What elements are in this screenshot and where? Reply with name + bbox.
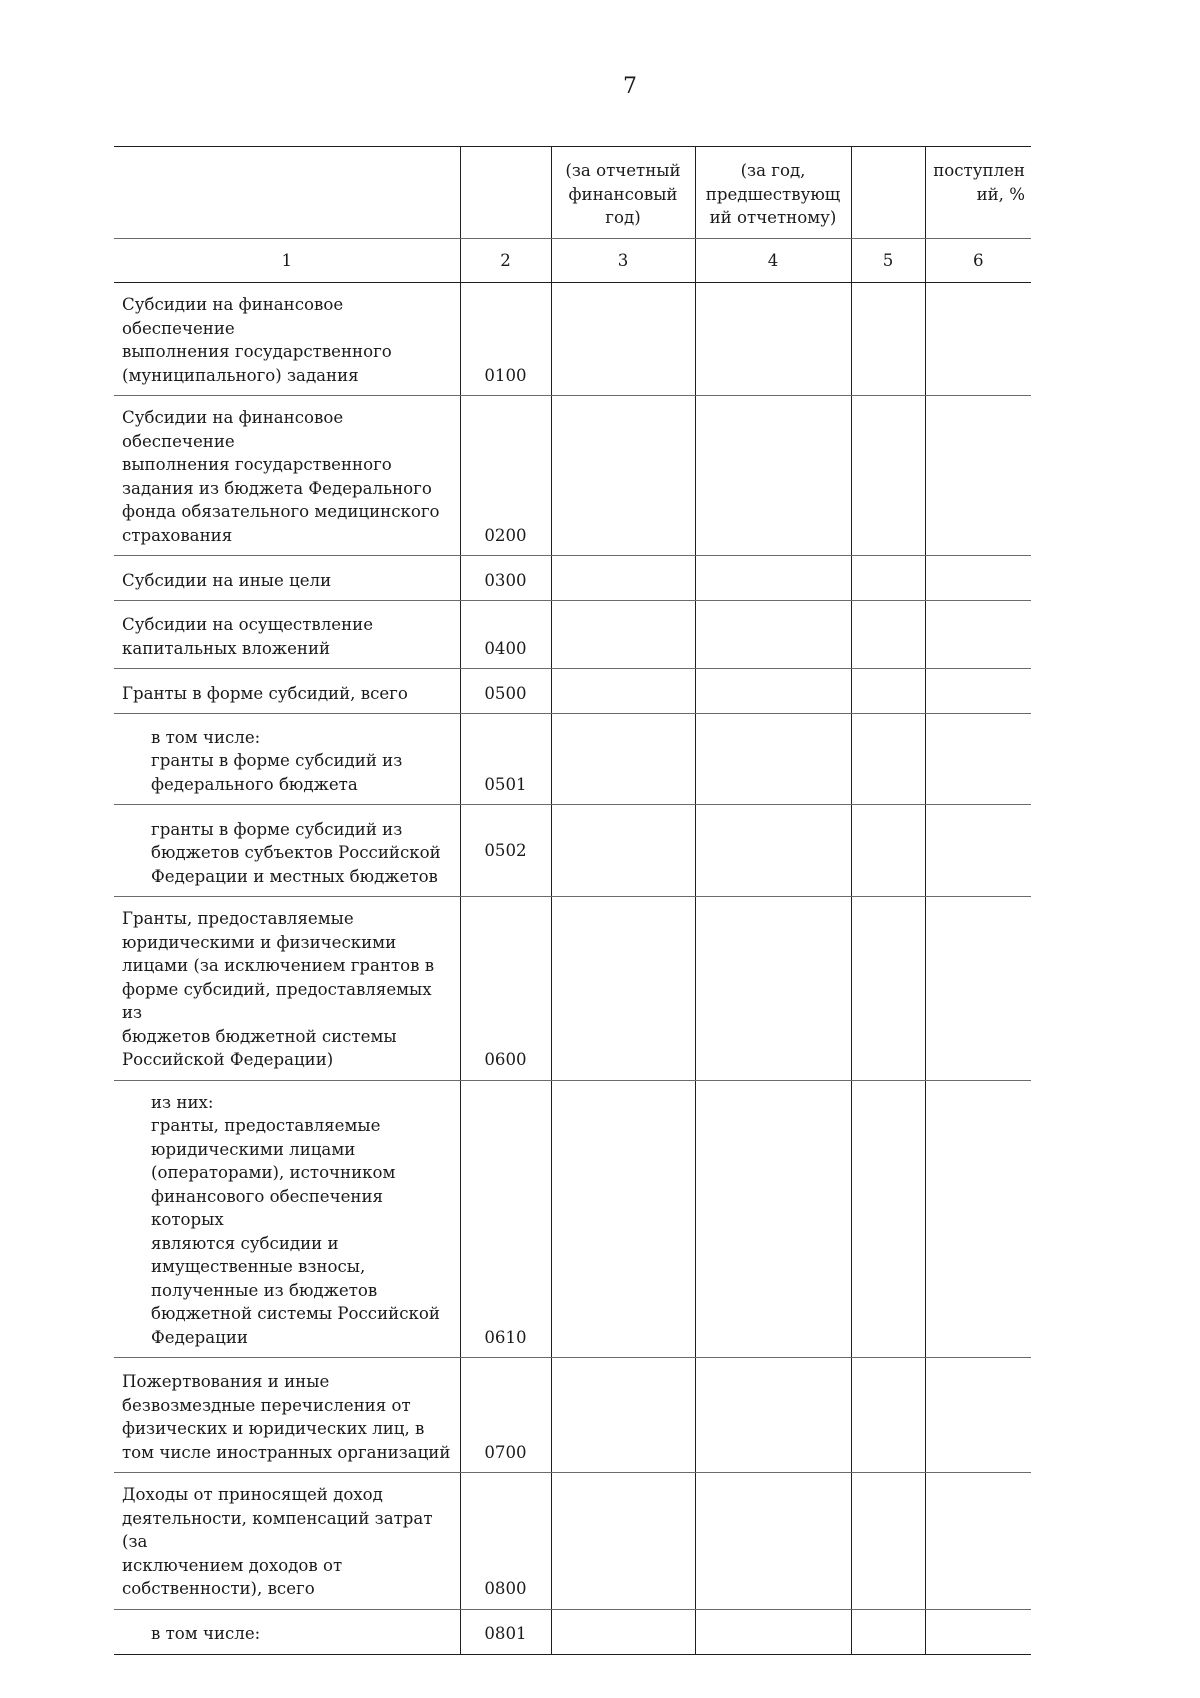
table-row: [114, 1609, 1031, 1654]
row-label: Субсидии на осуществление капитальных вложений: [114, 601, 460, 669]
value-cell[interactable]: [695, 396, 851, 556]
value-cell[interactable]: [551, 1609, 695, 1654]
row-label: в том числе:: [114, 1609, 460, 1654]
table-row: [114, 1080, 1031, 1358]
row-label: Субсидии на иные цели: [114, 556, 460, 601]
column-number: 5: [851, 239, 925, 283]
value-cell[interactable]: [695, 714, 851, 805]
value-cell[interactable]: [551, 714, 695, 805]
value-cell[interactable]: [851, 1080, 925, 1358]
value-cell[interactable]: [851, 1473, 925, 1610]
value-cell[interactable]: [925, 714, 1031, 805]
value-cell[interactable]: [551, 556, 695, 601]
header-cell-3: (за отчетный финансовый год): [551, 147, 695, 239]
table-row: [114, 283, 1031, 396]
page-number: 7: [623, 74, 637, 99]
value-cell[interactable]: [551, 601, 695, 669]
value-cell[interactable]: [851, 1358, 925, 1473]
value-cell[interactable]: [695, 283, 851, 396]
value-cell[interactable]: [695, 601, 851, 669]
row-label: Субсидии на финансовое обеспечение выполнения государственного задания из бюджета Федерального фонда обязательного медицинского страхования: [114, 396, 460, 556]
header-cell-1: [114, 147, 460, 239]
value-cell[interactable]: [851, 897, 925, 1081]
row-label: Субсидии на финансовое обеспечение выполнения государственного (муниципального) задания: [114, 283, 460, 396]
row-code: 0501: [460, 714, 551, 805]
value-cell[interactable]: [925, 283, 1031, 396]
value-cell[interactable]: [551, 669, 695, 714]
value-cell[interactable]: [551, 897, 695, 1081]
row-code: 0100: [460, 283, 551, 396]
row-code: 0200: [460, 396, 551, 556]
row-code: 0801: [460, 1609, 551, 1654]
row-label: Гранты в форме субсидий, всего: [114, 669, 460, 714]
table-row: [114, 601, 1031, 669]
table-row: [114, 1473, 1031, 1610]
table-row: [114, 1358, 1031, 1473]
value-cell[interactable]: [925, 1358, 1031, 1473]
column-number: 6: [925, 239, 1031, 283]
value-cell[interactable]: [925, 1473, 1031, 1610]
value-cell[interactable]: [551, 1080, 695, 1358]
value-cell[interactable]: [925, 669, 1031, 714]
row-code: 0300: [460, 556, 551, 601]
value-cell[interactable]: [695, 1358, 851, 1473]
value-cell[interactable]: [551, 1473, 695, 1610]
value-cell[interactable]: [551, 396, 695, 556]
header-cell-4: (за год, предшествующ ий отчетному): [695, 147, 851, 239]
value-cell[interactable]: [851, 283, 925, 396]
table-row: [114, 714, 1031, 805]
header-cell-2: [460, 147, 551, 239]
value-cell[interactable]: [851, 556, 925, 601]
row-label: Пожертвования и иные безвозмездные перечисления от физических и юридических лиц, в том числе иностранных организаций: [114, 1358, 460, 1473]
value-cell[interactable]: [695, 805, 851, 897]
value-cell[interactable]: [551, 283, 695, 396]
table-row: [114, 805, 1031, 897]
value-cell[interactable]: [925, 396, 1031, 556]
header-row: [114, 147, 1031, 239]
column-number: 3: [551, 239, 695, 283]
row-label: Гранты, предоставляемые юридическими и физическими лицами (за исключением грантов в форме субсидий, предоставляемых из бюджетов бюджетной системы Российской Федерации): [114, 897, 460, 1081]
value-cell[interactable]: [551, 1358, 695, 1473]
report-table: [114, 146, 1031, 1655]
value-cell[interactable]: [925, 805, 1031, 897]
value-cell[interactable]: [695, 556, 851, 601]
value-cell[interactable]: [695, 897, 851, 1081]
row-code: 0500: [460, 669, 551, 714]
value-cell[interactable]: [851, 805, 925, 897]
row-code: 0610: [460, 1080, 551, 1358]
row-label: из них: гранты, предоставляемые юридическими лицами (операторами), источником финансового обеспечения которых являются субсидии и имущественные взносы, полученные из бюджетов бюджетной системы Российской Федерации: [114, 1080, 460, 1358]
value-cell[interactable]: [551, 805, 695, 897]
value-cell[interactable]: [695, 1080, 851, 1358]
value-cell[interactable]: [925, 897, 1031, 1081]
row-code: 0400: [460, 601, 551, 669]
row-code: 0600: [460, 897, 551, 1081]
value-cell[interactable]: [925, 1080, 1031, 1358]
table-row: [114, 556, 1031, 601]
value-cell[interactable]: [851, 714, 925, 805]
value-cell[interactable]: [695, 669, 851, 714]
row-code: 0800: [460, 1473, 551, 1610]
value-cell[interactable]: [925, 1609, 1031, 1654]
value-cell[interactable]: [695, 1473, 851, 1610]
row-label: гранты в форме субсидий из бюджетов субъектов Российской Федерации и местных бюджетов: [114, 805, 460, 897]
value-cell[interactable]: [925, 601, 1031, 669]
row-code: 0502: [460, 805, 551, 897]
value-cell[interactable]: [851, 396, 925, 556]
column-number: 2: [460, 239, 551, 283]
value-cell[interactable]: [695, 1609, 851, 1654]
row-label: Доходы от приносящей доход деятельности, компенсаций затрат (за исключением доходов от собственности), всего: [114, 1473, 460, 1610]
value-cell[interactable]: [925, 556, 1031, 601]
table-row: [114, 669, 1031, 714]
column-number: 1: [114, 239, 460, 283]
header-cell-6: поступлен ий, %: [925, 147, 1031, 239]
value-cell[interactable]: [851, 1609, 925, 1654]
value-cell[interactable]: [851, 601, 925, 669]
column-number-row: [114, 239, 1031, 283]
row-label: в том числе: гранты в форме субсидий из федерального бюджета: [114, 714, 460, 805]
header-cell-5: [851, 147, 925, 239]
table-row: [114, 897, 1031, 1081]
table-row: [114, 396, 1031, 556]
column-number: 4: [695, 239, 851, 283]
value-cell[interactable]: [851, 669, 925, 714]
row-code: 0700: [460, 1358, 551, 1473]
